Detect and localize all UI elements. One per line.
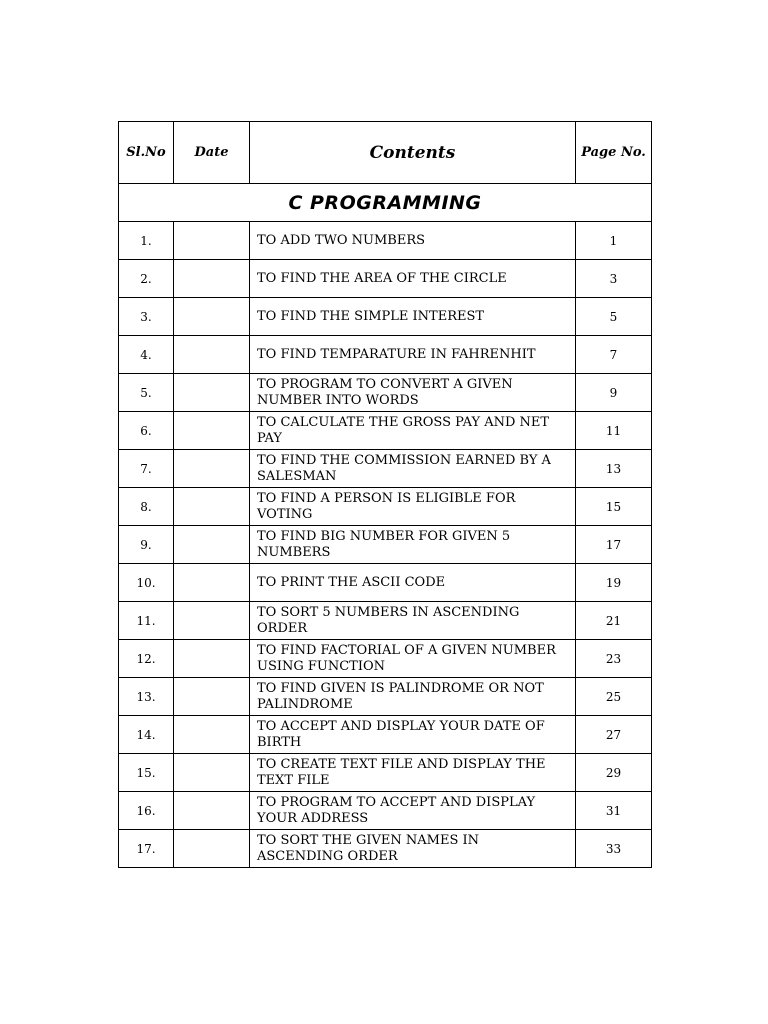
sl-no-cell: 11. [119, 602, 174, 640]
program-title-cell: TO PRINT THE ASCII CODE [250, 564, 576, 602]
table-row [119, 754, 652, 792]
sl-no-cell: 4. [119, 336, 174, 374]
sl-no-cell: 17. [119, 830, 174, 868]
sl-no-cell: 14. [119, 716, 174, 754]
date-cell [174, 222, 250, 260]
page-number-cell: 7 [576, 336, 652, 374]
table-row [119, 792, 652, 830]
table-row [119, 678, 652, 716]
table-row [119, 564, 652, 602]
program-title-cell: TO ACCEPT AND DISPLAY YOUR DATE OF BIRTH [250, 716, 576, 754]
page-number-cell: 3 [576, 260, 652, 298]
sl-no-cell: 10. [119, 564, 174, 602]
program-title-cell: TO PROGRAM TO CONVERT A GIVEN NUMBER INTO WORDS [250, 374, 576, 412]
section-row [119, 184, 652, 222]
sl-no-cell: 7. [119, 450, 174, 488]
table-row [119, 716, 652, 754]
program-title-cell: TO ADD TWO NUMBERS [250, 222, 576, 260]
date-cell [174, 374, 250, 412]
table-row [119, 336, 652, 374]
date-cell [174, 526, 250, 564]
program-title-cell: TO CREATE TEXT FILE AND DISPLAY THE TEXT FILE [250, 754, 576, 792]
date-cell [174, 716, 250, 754]
date-cell [174, 792, 250, 830]
program-title-cell: TO FIND FACTORIAL OF A GIVEN NUMBER USING FUNCTION [250, 640, 576, 678]
table-row [119, 602, 652, 640]
program-title-cell: TO FIND A PERSON IS ELIGIBLE FOR VOTING [250, 488, 576, 526]
page-number-cell: 1 [576, 222, 652, 260]
table-row [119, 412, 652, 450]
page-number-cell: 11 [576, 412, 652, 450]
date-cell [174, 488, 250, 526]
sl-no-cell: 3. [119, 298, 174, 336]
header-row [119, 122, 652, 184]
program-title-cell: TO CALCULATE THE GROSS PAY AND NET PAY [250, 412, 576, 450]
header-page-no: Page No. [576, 122, 652, 184]
program-title-cell: TO SORT 5 NUMBERS IN ASCENDING ORDER [250, 602, 576, 640]
table-row [119, 526, 652, 564]
program-title-cell: TO PROGRAM TO ACCEPT AND DISPLAY YOUR ADDRESS [250, 792, 576, 830]
program-title-cell: TO FIND THE SIMPLE INTEREST [250, 298, 576, 336]
page-number-cell: 19 [576, 564, 652, 602]
date-cell [174, 640, 250, 678]
sl-no-cell: 12. [119, 640, 174, 678]
program-title-cell: TO FIND THE AREA OF THE CIRCLE [250, 260, 576, 298]
sl-no-cell: 9. [119, 526, 174, 564]
page-number-cell: 27 [576, 716, 652, 754]
header-contents: Contents [250, 122, 576, 184]
header-date: Date [174, 122, 250, 184]
sl-no-cell: 1. [119, 222, 174, 260]
page-number-cell: 13 [576, 450, 652, 488]
section-title: C PROGRAMMING [119, 184, 652, 222]
program-title-cell: TO FIND THE COMMISSION EARNED BY A SALESMAN [250, 450, 576, 488]
date-cell [174, 450, 250, 488]
date-cell [174, 678, 250, 716]
date-cell [174, 754, 250, 792]
page-number-cell: 15 [576, 488, 652, 526]
page-number-cell: 25 [576, 678, 652, 716]
sl-no-cell: 5. [119, 374, 174, 412]
page-number-cell: 31 [576, 792, 652, 830]
sl-no-cell: 8. [119, 488, 174, 526]
page-number-cell: 5 [576, 298, 652, 336]
sl-no-cell: 6. [119, 412, 174, 450]
date-cell [174, 298, 250, 336]
sl-no-cell: 15. [119, 754, 174, 792]
table-row [119, 260, 652, 298]
table-row [119, 450, 652, 488]
contents-table [118, 121, 652, 868]
date-cell [174, 336, 250, 374]
sl-no-cell: 16. [119, 792, 174, 830]
program-title-cell: TO FIND BIG NUMBER FOR GIVEN 5 NUMBERS [250, 526, 576, 564]
page-number-cell: 21 [576, 602, 652, 640]
date-cell [174, 602, 250, 640]
table-row [119, 298, 652, 336]
table-row [119, 222, 652, 260]
page-number-cell: 23 [576, 640, 652, 678]
sl-no-cell: 2. [119, 260, 174, 298]
program-title-cell: TO FIND GIVEN IS PALINDROME OR NOT PALINDROME [250, 678, 576, 716]
date-cell [174, 412, 250, 450]
page-number-cell: 9 [576, 374, 652, 412]
table-row [119, 640, 652, 678]
header-sl-no: Sl.No [119, 122, 174, 184]
date-cell [174, 830, 250, 868]
page-number-cell: 17 [576, 526, 652, 564]
sl-no-cell: 13. [119, 678, 174, 716]
program-title-cell: TO SORT THE GIVEN NAMES IN ASCENDING ORDER [250, 830, 576, 868]
table-row [119, 488, 652, 526]
table-row [119, 830, 652, 868]
page-number-cell: 29 [576, 754, 652, 792]
program-title-cell: TO FIND TEMPARATURE IN FAHRENHIT [250, 336, 576, 374]
date-cell [174, 260, 250, 298]
date-cell [174, 564, 250, 602]
table-row [119, 374, 652, 412]
page-number-cell: 33 [576, 830, 652, 868]
